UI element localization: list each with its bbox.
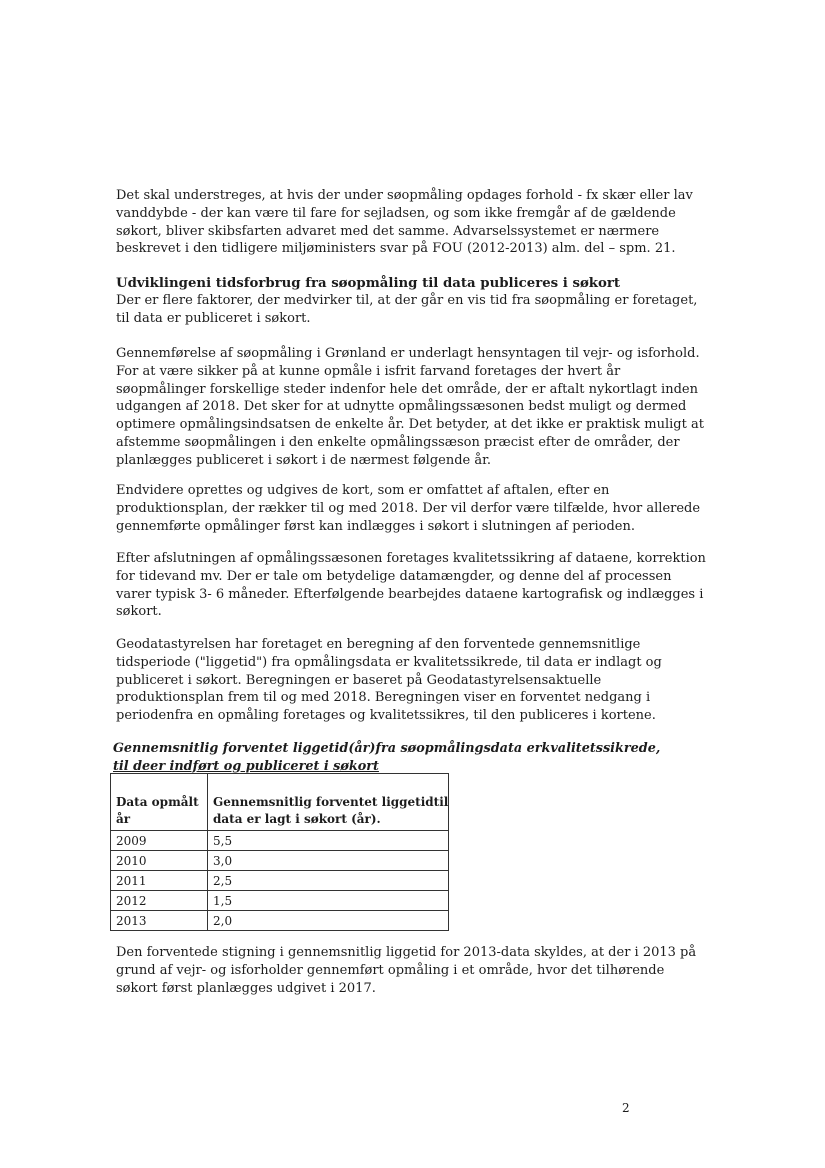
table-row (111, 831, 449, 851)
table-row (111, 851, 449, 871)
header-data-year: Data opmålt år (111, 774, 208, 831)
cell-value: 5,5 (208, 831, 449, 851)
cell-year: 2011 (111, 871, 208, 891)
page-number: 2 (622, 1101, 630, 1115)
cell-value: 2,0 (208, 911, 449, 931)
paragraph-greenland: Gennemførelse af søopmåling i Grønland er underlagt hensyntagen til vejr- og isforhold. For at være sikker på at kunne opmåle i isfrit farvand foretages der hvert år søopmålinger forskellige steder indenfor hele det område, der er aftalt nykortlagt inden udgangen af 2018. Det sker for at udnytte opmålingssæsonen bedst muligt og dermed optimere opmålingsindsatsen de enkelte år. Det betyder, at det ikke er praktisk muligt at afstemme søopmålingen i den enkelte opmålingssæson præcist efter de områder, der planlægges publiceret i søkort i de nærmest følgende år. (116, 346, 704, 468)
cell-value: 1,5 (208, 891, 449, 911)
header-average-time: Gennemsnitlig forventet liggetidtil data er lagt i søkort (år). (208, 774, 449, 831)
paragraph-factors: Der er flere faktorer, der medvirker til, at der går en vis tid fra søopmåling er foretaget, til data er publiceret i søkort. (116, 293, 698, 326)
cell-value: 3,0 (208, 851, 449, 871)
section-heading: Udviklingeni tidsforbrug fra søopmåling til data publiceres i søkort (116, 276, 621, 291)
table-row (111, 891, 449, 911)
paragraph-calculation: Geodatastyrelsen har foretaget en beregning af den forventede gennemsnitlige tidsperiode ("liggetid") fra opmålingsdata er kvalitetssikrede, til data er indlagt og publiceret i søkort. Beregningen er baseret på Geodatastyrelsensaktuelle produktionsplan frem til og med 2018. Beregningen viser en forventet nedgang i periodenfra en opmåling foretages og kvalitetssikres, til den publiceres i kortene. (116, 637, 662, 724)
paragraph-warning: Det skal understreges, at hvis der under søopmåling opdages forhold - fx skær eller lav vanddybde - der kan være til fare for sejladsen, og som ikke fremgår af de gældende søkort, bliver skibsfarten advaret med det samme. Advarselssystemet er nærmere beskrevet i den tidligere miljøministers svar på FOU (2012-2013) alm. del – spm. 21. (116, 188, 693, 257)
cell-year: 2010 (111, 851, 208, 871)
cell-year: 2012 (111, 891, 208, 911)
table-row (111, 911, 449, 931)
table-header-row (111, 774, 449, 831)
table-row (111, 871, 449, 891)
paragraph-production-plan: Endvidere oprettes og udgives de kort, som er omfattet af aftalen, efter en produktionsplan, der rækker til og med 2018. Der vil derfor være tilfælde, hvor allerede gennemførte opmålinger først kan indlægges i søkort i slutningen af perioden. (116, 483, 701, 534)
paragraph-2013-increase: Den forventede stigning i gennemsnitlig liggetid for 2013-data skyldes, at der i 2013 på grund af vejr- og isforholder gennemført opmåling i et område, hvor det tilhørende søkort først planlægges udgivet i 2017. (116, 945, 697, 996)
cell-year: 2009 (111, 831, 208, 851)
liggetid-table (110, 773, 449, 931)
table-caption: Gennemsnitlig forventet liggetid(år)fra søopmålingsdata erkvalitetssikrede, til deer indført og publiceret i søkort (113, 741, 661, 774)
cell-value: 2,5 (208, 871, 449, 891)
cell-year: 2013 (111, 911, 208, 931)
paragraph-quality-assurance: Efter afslutningen af opmålingssæsonen foretages kvalitetssikring af dataene, korrektion for tidevand mv. Der er tale om betydelige datamængder, og denne del af processen varer typisk 3- 6 måneder. Efterfølgende bearbejdes dataene kartografisk og indlægges i søkort. (116, 551, 706, 620)
